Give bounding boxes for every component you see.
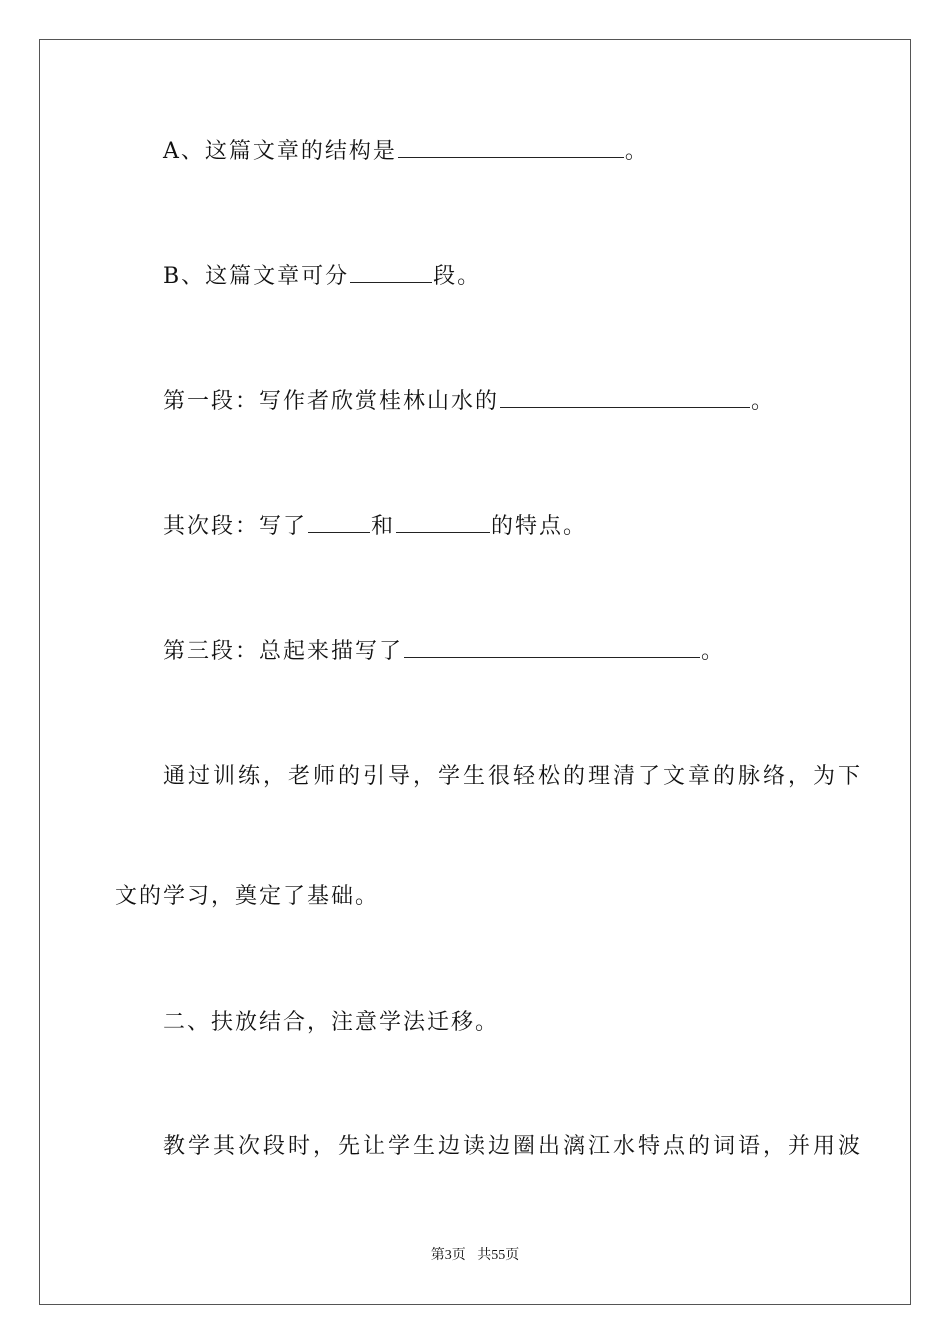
section-heading: 二、扶放结合，注意学法迁移。 xyxy=(163,1010,500,1035)
page-number: 第3页 xyxy=(430,1248,466,1263)
page-footer xyxy=(0,1246,950,1266)
punctuation: 。 xyxy=(751,389,776,414)
question-b-text: B、这篇文章可分 xyxy=(163,264,350,289)
paragraph-line: 教学其次段时，先让学生边读边圈出漓江水特点的词语，并用波 xyxy=(163,1134,864,1159)
section-two-conjunction: 和 xyxy=(371,514,396,539)
section-one xyxy=(163,387,775,417)
paragraph-line: 文的学习，奠定了基础。 xyxy=(115,884,380,909)
answer-blank[interactable] xyxy=(350,262,432,283)
paragraph-line: 通过训练，老师的引导，学生很轻松的理清了文章的脉络，为下 xyxy=(163,764,864,789)
section-three xyxy=(163,637,725,667)
question-b-suffix: 段。 xyxy=(433,264,482,289)
page-total: 共55页 xyxy=(477,1248,520,1263)
section-three-text: 第三段：总起来描写了 xyxy=(163,639,404,664)
page-border xyxy=(39,39,911,1305)
question-a xyxy=(163,137,649,167)
question-b xyxy=(163,262,481,292)
punctuation: 。 xyxy=(701,639,726,664)
answer-blank[interactable] xyxy=(398,137,624,158)
question-a-text: A、这篇文章的结构是 xyxy=(163,139,397,164)
section-two xyxy=(163,512,587,542)
punctuation: 。 xyxy=(624,139,649,164)
answer-blank[interactable] xyxy=(308,512,370,533)
section-two-suffix: 的特点。 xyxy=(491,514,588,539)
answer-blank[interactable] xyxy=(500,387,750,408)
answer-blank[interactable] xyxy=(396,512,490,533)
section-two-text: 其次段：写了 xyxy=(163,514,308,539)
section-one-text: 第一段：写作者欣赏桂林山水的 xyxy=(163,389,500,414)
answer-blank[interactable] xyxy=(404,637,700,658)
